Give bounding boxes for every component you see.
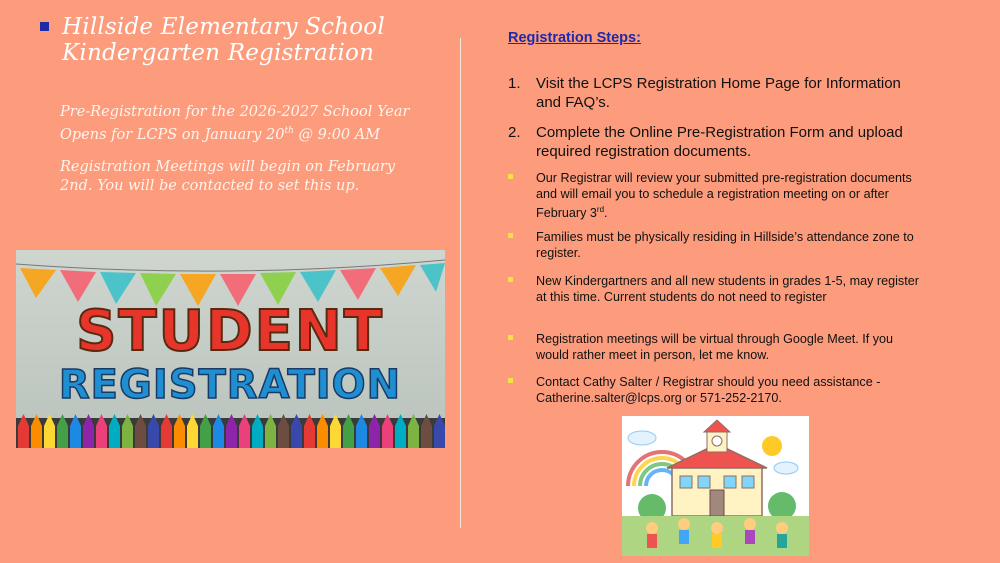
school-building-icon xyxy=(622,416,809,556)
meetings-line-2: 2nd. You will be contacted to set this up. xyxy=(60,178,360,194)
meetings-text xyxy=(60,158,450,196)
school-illustration xyxy=(622,416,809,556)
registration-steps-heading: Registration Steps: xyxy=(508,30,641,46)
title-line-1: Hillside Elementary School xyxy=(62,14,385,40)
pre-registration-line-2: Opens for LCPS on January 20th @ 9:00 AM xyxy=(60,126,381,143)
yellow-bullet-icon xyxy=(508,233,513,238)
meetings-line-1: Registration Meetings will begin on February xyxy=(60,159,396,175)
student-registration-banner xyxy=(16,250,445,448)
vertical-divider xyxy=(460,38,461,528)
banner-word-student: STUDENT xyxy=(76,299,384,364)
yellow-bullet-icon xyxy=(508,378,513,383)
yellow-bullet-icon xyxy=(508,174,513,179)
yellow-bullet-icon xyxy=(508,335,513,340)
bullet-square-icon xyxy=(40,22,49,31)
pre-registration-line-1: Pre-Registration for the 2026-2027 School Year xyxy=(60,104,410,120)
title-line-2: Kindergarten Registration xyxy=(62,40,375,66)
pre-registration-text xyxy=(60,103,450,145)
crayons-icon xyxy=(16,414,445,448)
page-title xyxy=(62,14,385,66)
yellow-bullet-icon xyxy=(508,277,513,282)
banner-word-registration: REGISTRATION xyxy=(58,362,402,408)
left-panel xyxy=(0,0,460,563)
